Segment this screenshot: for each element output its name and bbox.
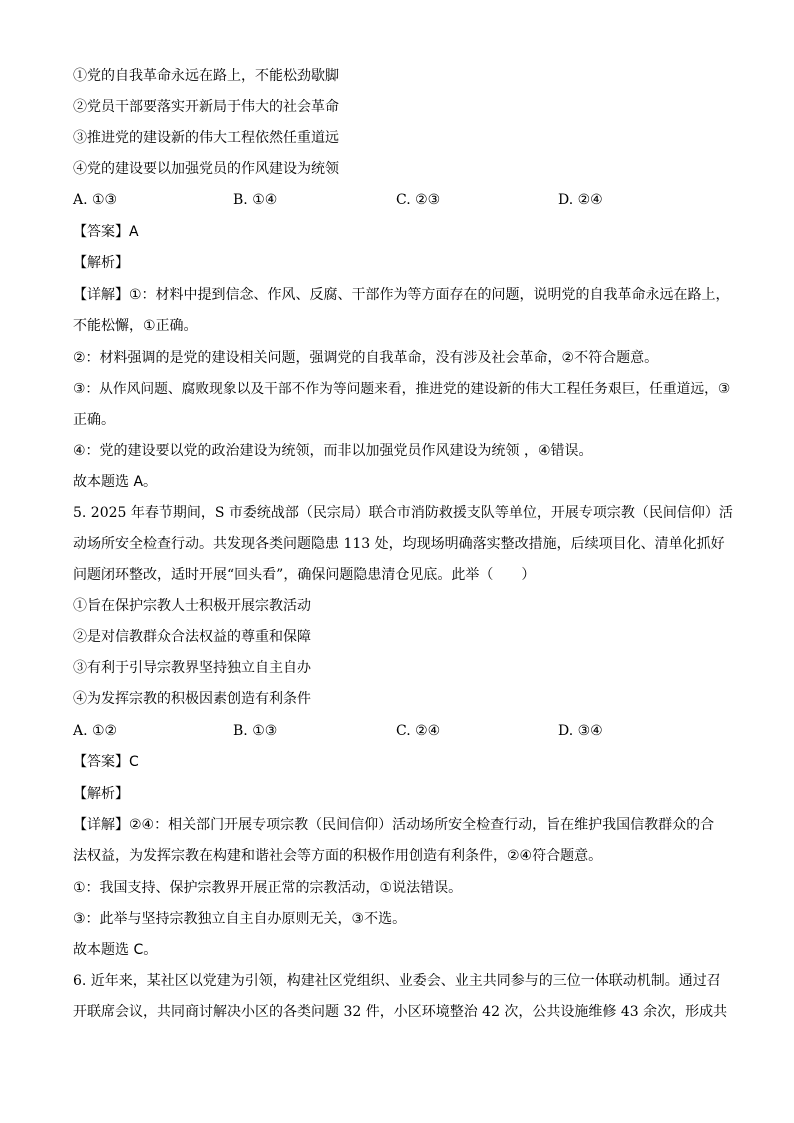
q4-option-b: B. ①④ xyxy=(233,192,278,208)
q5-answer: 【答案】C xyxy=(73,754,139,770)
q4-option-c: C. ②③ xyxy=(396,192,441,208)
q4-item-3: ③推进党的建设新的伟大工程依然任重道远 xyxy=(73,130,339,146)
q6-stem-line-2: 开联席会议，共同商讨解决小区的各类问题 32 件，小区环境整治 42 次，公共设施维修 43 余次，形成共 xyxy=(73,1004,728,1020)
q5-option-a: A. ①② xyxy=(73,723,118,739)
q4-analysis-title: 【解析】 xyxy=(73,255,129,271)
q5-item-2: ②是对信教群众合法权益的尊重和保障 xyxy=(73,629,311,645)
q5-detail-line-1: 【详解】②④：相关部门开展专项宗教（民间信仰）活动场所安全检查行动，旨在维护我国信教群众的合 xyxy=(73,817,715,833)
q4-detail-line-4: ③：从作风问题、腐败现象以及干部不作为等问题来看，推进党的建设新的伟大工程任务艰巨，任重道远，③ xyxy=(73,381,731,397)
q4-option-d: D. ②④ xyxy=(558,192,603,208)
q5-detail-line-2: 法权益，为发挥宗教在构建和谐社会等方面的积极作用创造有利条件，②④符合题意。 xyxy=(73,848,603,864)
q5-option-b: B. ①③ xyxy=(233,723,278,739)
q5-option-d: D. ③④ xyxy=(558,723,603,739)
q4-answer: 【答案】A xyxy=(73,224,139,240)
q4-detail-line-5: 正确。 xyxy=(73,412,115,428)
q4-detail-line-1: 【详解】①：材料中提到信念、作风、反腐、干部作为等方面存在的问题，说明党的自我革命永远在路上， xyxy=(73,287,730,303)
q5-stem-line-2: 动场所安全检查行动。共发现各类问题隐患 113 处，均现场明确落实整改措施，后续项目化、清单化抓好 xyxy=(73,536,725,552)
q5-option-c: C. ②④ xyxy=(396,723,441,739)
q4-detail-line-7: 故本题选 A。 xyxy=(73,474,158,490)
q4-option-a: A. ①③ xyxy=(73,192,118,208)
q4-detail-line-3: ②：材料强调的是党的建设相关问题，强调党的自我革命，没有涉及社会革命，②不符合题意。 xyxy=(73,350,659,366)
q5-item-1: ①旨在保护宗教人士积极开展宗教活动 xyxy=(73,598,311,614)
q6-stem-line-1: 6. 近年来，某社区以党建为引领，构建社区党组织、业委会、业主共同参与的三位一体联动机制。通过召 xyxy=(73,973,721,989)
q5-analysis-title: 【解析】 xyxy=(73,786,129,802)
q4-detail-line-6: ④：党的建设要以党的政治建设为统领，而非以加强党员作风建设为统领 ，④错误。 xyxy=(73,443,593,459)
q4-options xyxy=(73,190,733,210)
q5-detail-line-4: ③：此举与坚持宗教独立自主自办原则无关，③不选。 xyxy=(73,911,407,927)
q5-options xyxy=(73,721,733,741)
q5-stem-line-3: 问题闭环整改，适时开展“回头看”，确保问题隐患清仓见底。此举（ ） xyxy=(73,567,536,583)
q4-item-4: ④党的建设要以加强党员的作风建设为统领 xyxy=(73,161,339,177)
q5-item-3: ③有利于引导宗教界坚持独立自主自办 xyxy=(73,660,311,676)
q5-detail-line-5: 故本题选 C。 xyxy=(73,942,158,958)
q5-stem-line-1: 5. 2025 年春节期间，S 市委统战部（民宗局）联合市消防救援支队等单位，开展专项宗教（民间信仰）活 xyxy=(73,505,733,521)
q4-item-1: ①党的自我革命永远在路上，不能松劲歇脚 xyxy=(73,68,339,84)
q5-item-4: ④为发挥宗教的积极因素创造有利条件 xyxy=(73,691,311,707)
q4-detail-line-2: 不能松懈，①正确。 xyxy=(73,318,198,334)
q4-item-2: ②党员干部要落实开新局于伟大的社会革命 xyxy=(73,99,339,115)
q5-detail-line-3: ①：我国支持、保护宗教界开展正常的宗教活动，①说法错误。 xyxy=(73,880,463,896)
